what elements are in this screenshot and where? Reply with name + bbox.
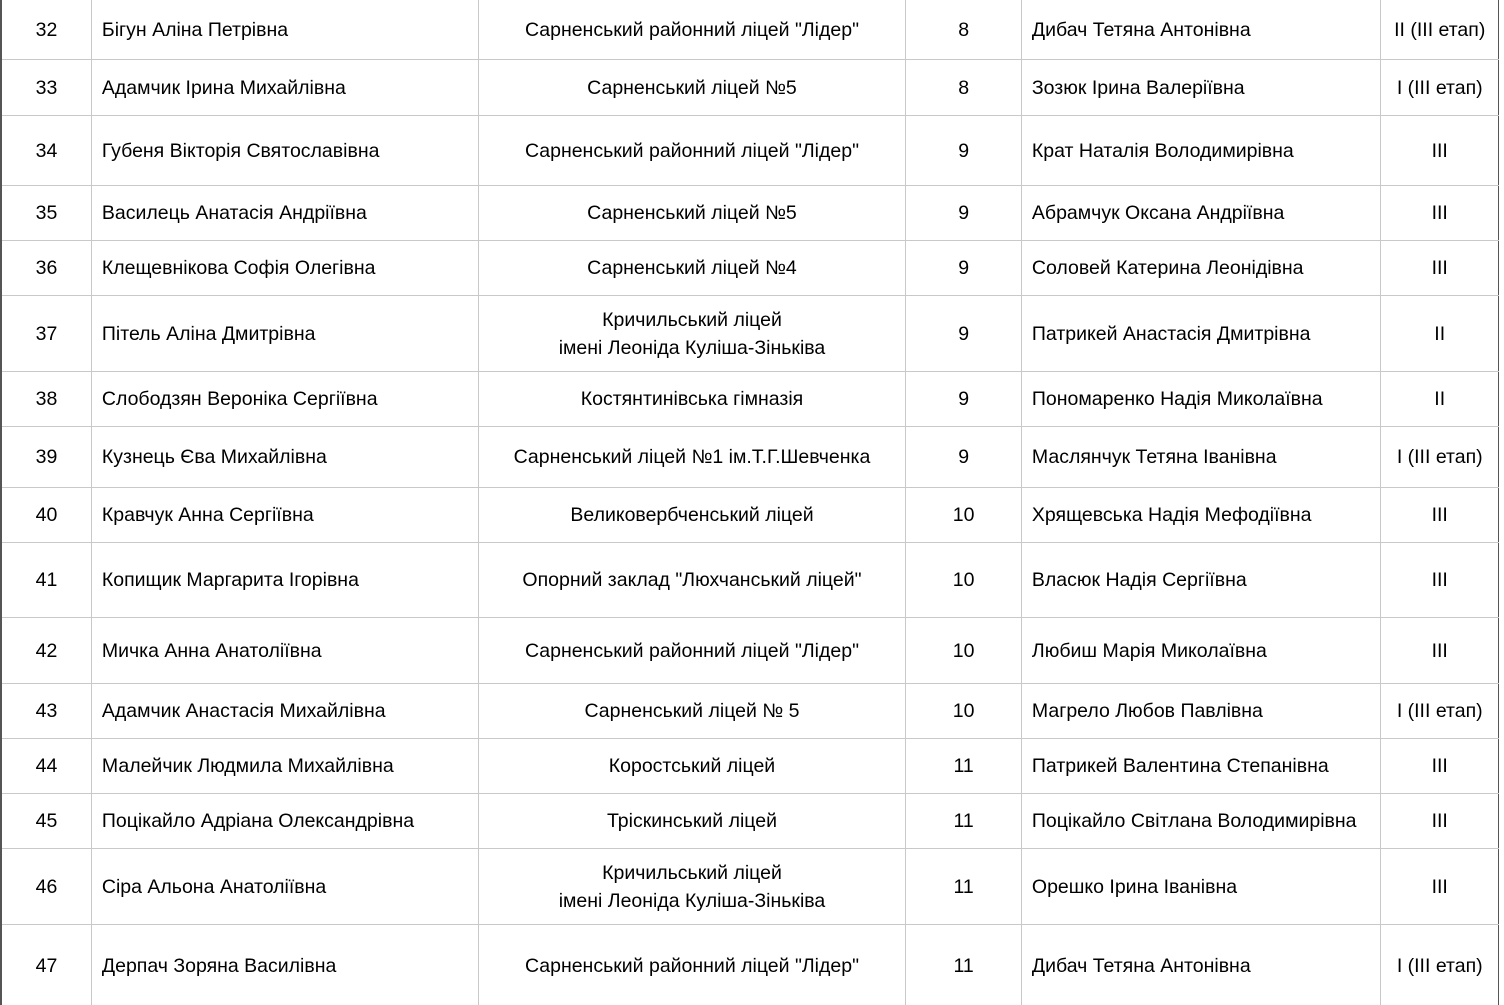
table-row [1, 372, 1499, 427]
row-number-cell[interactable]: 46 [1, 849, 91, 925]
school-line: Сарненський ліцей №5 [587, 202, 797, 224]
school-line: Сарненський ліцей №1 ім.Т.Г.Шевченка [513, 446, 871, 468]
school-cell[interactable] [478, 739, 906, 794]
student-name-cell[interactable]: Бігун Аліна Петрівна [91, 0, 478, 60]
row-number-cell[interactable]: 42 [1, 618, 91, 684]
place-cell[interactable]: ІІ [1381, 372, 1499, 427]
row-number-cell[interactable]: 43 [1, 684, 91, 739]
place-cell[interactable]: ІІІ [1381, 186, 1499, 241]
table-row [1, 488, 1499, 543]
place-cell[interactable]: ІІІ [1381, 794, 1499, 849]
table-row [1, 684, 1499, 739]
school-line: Костянтинівська гімназія [580, 388, 804, 410]
grade-cell[interactable]: 11 [906, 739, 1022, 794]
teacher-name-cell[interactable]: Крат Наталія Володимирівна [1021, 116, 1381, 186]
school-cell[interactable] [478, 296, 906, 372]
school-line: Сарненський ліцей №4 [587, 257, 797, 279]
grade-cell[interactable]: 11 [906, 849, 1022, 925]
row-number-cell[interactable]: 33 [1, 60, 91, 116]
student-name-cell[interactable]: Мичка Анна Анатоліївна [91, 618, 478, 684]
table-row [1, 739, 1499, 794]
student-name-cell[interactable]: Слободзян Вероніка Сергіївна [91, 372, 478, 427]
school-line: Кричильський ліцей [602, 308, 782, 331]
teacher-name-cell[interactable]: Пономаренко Надія Миколаївна [1021, 372, 1381, 427]
grade-cell[interactable]: 9 [906, 372, 1022, 427]
table-row [1, 60, 1499, 116]
results-table-body [1, 0, 1499, 1005]
student-name-cell[interactable]: Губеня Вікторія Святославівна [91, 116, 478, 186]
place-cell[interactable]: І (ІІІ етап) [1381, 925, 1499, 1005]
grade-cell[interactable]: 11 [906, 925, 1022, 1005]
row-number-cell[interactable]: 32 [1, 0, 91, 60]
table-row [1, 116, 1499, 186]
teacher-name-cell[interactable]: Поцікайло Світлана Володимирівна [1021, 794, 1381, 849]
table-row [1, 618, 1499, 684]
teacher-name-cell[interactable]: Патрикей Анастасія Дмитрівна [1021, 296, 1381, 372]
grade-cell[interactable]: 9 [906, 296, 1022, 372]
table-row [1, 186, 1499, 241]
row-number-cell[interactable]: 36 [1, 241, 91, 296]
student-name-cell[interactable]: Клещевнікова Софія Олегівна [91, 241, 478, 296]
school-cell[interactable] [478, 794, 906, 849]
place-cell[interactable]: ІІІ [1381, 543, 1499, 618]
school-line: Сарненський районний ліцей "Лідер" [524, 954, 859, 977]
teacher-name-cell[interactable]: Магрело Любов Павлівна [1021, 684, 1381, 739]
table-row [1, 427, 1499, 488]
teacher-name-cell[interactable]: Хрящевська Надія Мефодіївна [1021, 488, 1381, 543]
table-row [1, 543, 1499, 618]
table-row [1, 925, 1499, 1005]
grade-cell[interactable]: 10 [906, 543, 1022, 618]
row-number-cell[interactable]: 34 [1, 116, 91, 186]
place-cell[interactable]: ІІІ [1381, 739, 1499, 794]
row-number-cell[interactable]: 45 [1, 794, 91, 849]
school-line: Опорний заклад "Люхчанський ліцей" [522, 569, 862, 591]
school-cell[interactable] [478, 488, 906, 543]
row-number-cell[interactable]: 38 [1, 372, 91, 427]
grade-cell[interactable]: 9 [906, 116, 1022, 186]
school-cell[interactable] [478, 60, 906, 116]
school-cell[interactable] [478, 241, 906, 296]
teacher-name-cell[interactable]: Дибач Тетяна Антонівна [1021, 0, 1381, 60]
student-name-cell[interactable]: Дерпач Зоряна Василівна [91, 925, 478, 1005]
student-name-cell[interactable]: Поцікайло Адріана Олександрівна [91, 794, 478, 849]
place-cell[interactable]: ІІІ [1381, 618, 1499, 684]
row-number-cell[interactable]: 37 [1, 296, 91, 372]
table-row [1, 296, 1499, 372]
table-row [1, 849, 1499, 925]
school-cell[interactable] [478, 186, 906, 241]
grade-cell[interactable]: 9 [906, 241, 1022, 296]
school-line: Тріскинський ліцей [606, 810, 777, 832]
row-number-cell[interactable]: 39 [1, 427, 91, 488]
grade-cell[interactable]: 8 [906, 0, 1022, 60]
school-line: Сарненський ліцей №5 [587, 76, 797, 99]
teacher-name-cell[interactable]: Любиш Марія Миколаївна [1021, 618, 1381, 684]
grade-cell[interactable]: 9 [906, 186, 1022, 241]
school-line: імені Леоніда Куліша-Зіньківа [558, 336, 826, 359]
place-cell[interactable]: ІІІ [1381, 116, 1499, 186]
school-cell[interactable] [478, 849, 906, 925]
place-cell[interactable]: ІІІ [1381, 241, 1499, 296]
school-line: Кричильський ліцей [602, 861, 782, 884]
school-cell[interactable] [478, 116, 906, 186]
student-name-cell[interactable]: Кузнець Єва Михайлівна [91, 427, 478, 488]
school-cell[interactable] [478, 427, 906, 488]
row-number-cell[interactable]: 35 [1, 186, 91, 241]
teacher-name-cell[interactable]: Маслянчук Тетяна Іванівна [1021, 427, 1381, 488]
table-row [1, 0, 1499, 60]
place-cell[interactable]: ІІІ [1381, 488, 1499, 543]
teacher-name-cell[interactable]: Соловей Катерина Леонідівна [1021, 241, 1381, 296]
school-cell[interactable] [478, 618, 906, 684]
grade-cell[interactable]: 10 [906, 684, 1022, 739]
student-name-cell[interactable]: Адамчик Анастасія Михайлівна [91, 684, 478, 739]
grade-cell[interactable]: 10 [906, 488, 1022, 543]
row-number-cell[interactable]: 44 [1, 739, 91, 794]
grade-cell[interactable]: 9 [906, 427, 1022, 488]
place-cell[interactable]: ІІІ [1381, 849, 1499, 925]
place-cell[interactable]: І (ІІІ етап) [1381, 60, 1499, 116]
school-cell[interactable] [478, 925, 906, 1005]
school-line: Сарненський ліцей № 5 [584, 700, 800, 722]
row-number-cell[interactable]: 40 [1, 488, 91, 543]
teacher-name-cell[interactable]: Абрамчук Оксана Андріївна [1021, 186, 1381, 241]
place-cell[interactable]: І (ІІІ етап) [1381, 427, 1499, 488]
student-name-cell[interactable]: Пітель Аліна Дмитрівна [91, 296, 478, 372]
student-name-cell[interactable]: Василець Анатасія Андріївна [91, 186, 478, 241]
table-row [1, 794, 1499, 849]
place-cell[interactable]: ІІ [1381, 296, 1499, 372]
school-cell[interactable] [478, 0, 906, 60]
teacher-name-cell[interactable]: Дибач Тетяна Антонівна [1021, 925, 1381, 1005]
teacher-name-cell[interactable]: Зозюк Ірина Валеріївна [1021, 60, 1381, 116]
table-row [1, 241, 1499, 296]
student-name-cell[interactable]: Кравчук Анна Сергіївна [91, 488, 478, 543]
teacher-name-cell[interactable]: Орешко Ірина Іванівна [1021, 849, 1381, 925]
grade-cell[interactable]: 10 [906, 618, 1022, 684]
school-line: Сарненський районний ліцей "Лідер" [524, 18, 859, 41]
student-name-cell[interactable]: Адамчик Ірина Михайлівна [91, 60, 478, 116]
place-cell[interactable]: ІІ (ІІІ етап) [1381, 0, 1499, 60]
grade-cell[interactable]: 11 [906, 794, 1022, 849]
grade-cell[interactable]: 8 [906, 60, 1022, 116]
student-name-cell[interactable]: Сіра Альона Анатоліївна [91, 849, 478, 925]
school-cell[interactable] [478, 543, 906, 618]
row-number-cell[interactable]: 41 [1, 543, 91, 618]
teacher-name-cell[interactable]: Патрикей Валентина Степанівна [1021, 739, 1381, 794]
school-cell[interactable] [478, 372, 906, 427]
school-line: Сарненський районний ліцей "Лідер" [524, 139, 859, 162]
school-line: Великовербченський ліцей [570, 504, 814, 526]
school-line: Сарненський районний ліцей "Лідер" [524, 639, 859, 662]
student-name-cell[interactable]: Малейчик Людмила Михайлівна [91, 739, 478, 794]
row-number-cell[interactable]: 47 [1, 925, 91, 1005]
teacher-name-cell[interactable]: Власюк Надія Сергіївна [1021, 543, 1381, 618]
school-line: Коростський ліцей [608, 755, 776, 777]
school-cell[interactable] [478, 684, 906, 739]
school-line: імені Леоніда Куліша-Зіньківа [558, 889, 826, 912]
student-name-cell[interactable]: Копищик Маргарита Ігорівна [91, 543, 478, 618]
place-cell[interactable]: І (ІІІ етап) [1381, 684, 1499, 739]
